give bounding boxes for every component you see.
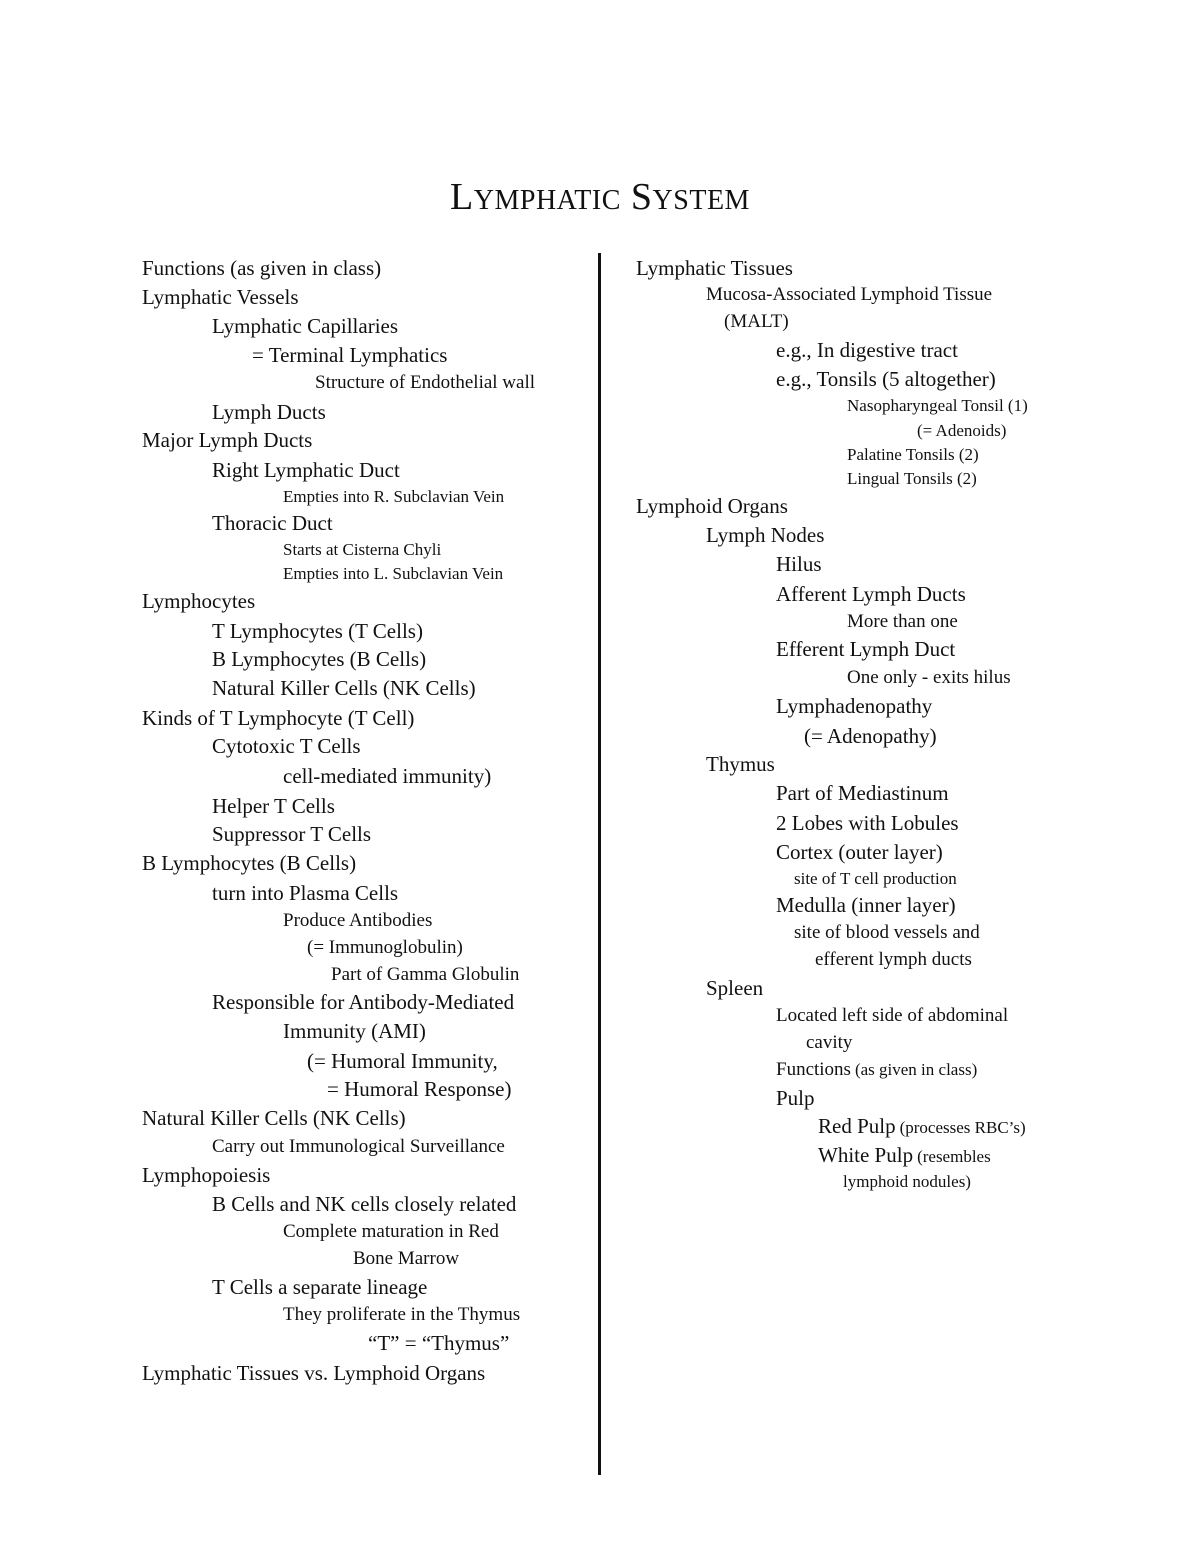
outline-detail: Part of Gamma Globulin <box>331 964 520 985</box>
outline-item: Lymph Ducts <box>212 400 326 424</box>
outline-detail <box>776 1059 977 1081</box>
title-rest-ymphatic: YMPHATIC <box>473 185 621 216</box>
white-pulp-label: White Pulp <box>818 1143 914 1167</box>
outline-subitem: Part of Mediastinum <box>776 781 949 805</box>
outline-detail: lymphoid nodules) <box>843 1172 971 1191</box>
outline-heading: Major Lymph Ducts <box>142 428 313 452</box>
red-pulp-note: (processes RBC’s) <box>899 1118 1026 1137</box>
outline-detail: They proliferate in the Thymus <box>283 1304 521 1325</box>
outline-heading: Lymphocytes <box>142 589 256 613</box>
outline-item: Natural Killer Cells (NK Cells) <box>212 676 476 700</box>
outline-detail: (= Adenoids) <box>917 421 1007 440</box>
outline-detail: Empties into R. Subclavian Vein <box>283 487 505 506</box>
red-pulp-label: Red Pulp <box>818 1114 896 1138</box>
page-title <box>0 172 1200 226</box>
outline-detail: Palatine Tonsils (2) <box>847 445 979 464</box>
outline-item: Lymphatic Capillaries <box>212 314 399 338</box>
outline-item: Lymph Nodes <box>706 523 825 547</box>
outline-subitem: “T” = “Thymus” <box>368 1331 510 1355</box>
outline-heading: Lymphoid Organs <box>636 494 788 518</box>
functions-note: (as given in class) <box>854 1060 978 1079</box>
outline-subitem: = Terminal Lymphatics <box>252 343 448 367</box>
outline-detail: Located left side of abdominal <box>776 1005 1009 1026</box>
outline-item: turn into Plasma Cells <box>212 881 399 905</box>
outline-subitem: = Humoral Response) <box>327 1077 512 1101</box>
outline-detail: cavity <box>806 1032 853 1053</box>
outline-heading: Lymphatic Tissues vs. Lymphoid Organs <box>142 1361 486 1385</box>
outline-item: Carry out Immunological Surveillance <box>212 1136 505 1157</box>
outline-item: T Cells a separate lineage <box>212 1275 428 1299</box>
outline-item: Right Lymphatic Duct <box>212 458 400 482</box>
outline-heading: Kinds of T Lymphocyte (T Cell) <box>142 706 415 730</box>
outline-subitem: cell-mediated immunity) <box>283 764 492 788</box>
functions-label: Functions <box>776 1059 851 1080</box>
outline-subitem: Medulla (inner layer) <box>776 893 956 917</box>
outline-subitem: Lymphadenopathy <box>776 694 933 718</box>
title-initial-l: L <box>450 176 474 218</box>
outline-item: Cytotoxic T Cells <box>212 734 361 758</box>
outline-subitem: Cortex (outer layer) <box>776 840 943 864</box>
outline-subitem: 2 Lobes with Lobules <box>776 811 959 835</box>
outline-detail: Structure of Endothelial wall <box>315 372 536 393</box>
outline-subitem <box>818 1114 1026 1139</box>
outline-detail: site of blood vessels and <box>794 922 980 943</box>
outline-item: Spleen <box>706 976 764 1000</box>
outline-detail: Nasopharyngeal Tonsil (1) <box>847 396 1028 415</box>
outline-detail: Complete maturation in Red <box>283 1221 499 1242</box>
outline-subitem: Hilus <box>776 552 822 576</box>
outline-heading: Lymphatic Vessels <box>142 285 299 309</box>
title-rest-ystem: YSTEM <box>652 185 750 216</box>
outline-subitem: Pulp <box>776 1086 815 1110</box>
outline-subitem: e.g., Tonsils (5 altogether) <box>776 367 996 391</box>
outline-subitem: Immunity (AMI) <box>283 1019 426 1043</box>
outline-item: Thymus <box>706 752 775 776</box>
outline-heading: Natural Killer Cells (NK Cells) <box>142 1106 406 1130</box>
outline-detail: Lingual Tonsils (2) <box>847 469 977 488</box>
outline-detail: efferent lymph ducts <box>815 949 972 970</box>
outline-detail: Starts at Cisterna Chyli <box>283 540 442 559</box>
outline-item: Helper T Cells <box>212 794 335 818</box>
outline-detail: More than one <box>847 611 958 632</box>
outline-item: B Cells and NK cells closely related <box>212 1192 517 1216</box>
outline-detail: Produce Antibodies <box>283 910 433 931</box>
outline-heading: Lymphatic Tissues <box>636 256 793 280</box>
outline-subitem <box>818 1143 991 1168</box>
outline-heading: Lymphopoiesis <box>142 1163 271 1187</box>
outline-item: T Lymphocytes (T Cells) <box>212 619 423 643</box>
outline-heading: B Lymphocytes (B Cells) <box>142 851 357 875</box>
outline-detail: One only - exits hilus <box>847 667 1011 688</box>
column-divider <box>598 253 601 1475</box>
outline-item: (MALT) <box>724 311 789 332</box>
outline-heading: Functions (as given in class) <box>142 256 382 280</box>
outline-subitem: (= Adenopathy) <box>804 724 937 748</box>
outline-item: Suppressor T Cells <box>212 822 372 846</box>
title-initial-s: S <box>630 176 653 218</box>
outline-detail: site of T cell production <box>794 869 957 888</box>
outline-subitem: Efferent Lymph Duct <box>776 637 956 661</box>
outline-detail: (= Immunoglobulin) <box>307 937 463 958</box>
outline-item: Responsible for Antibody-Mediated <box>212 990 515 1014</box>
white-pulp-note: (resembles <box>917 1147 991 1166</box>
outline-subitem: Afferent Lymph Ducts <box>776 582 966 606</box>
outline-item: Thoracic Duct <box>212 511 333 535</box>
outline-detail: Empties into L. Subclavian Vein <box>283 564 504 583</box>
outline-subitem: e.g., In digestive tract <box>776 338 958 362</box>
outline-item: Mucosa-Associated Lymphoid Tissue <box>706 284 993 305</box>
outline-subitem: (= Humoral Immunity, <box>307 1049 498 1073</box>
outline-detail: Bone Marrow <box>353 1248 460 1269</box>
outline-item: B Lymphocytes (B Cells) <box>212 647 427 671</box>
